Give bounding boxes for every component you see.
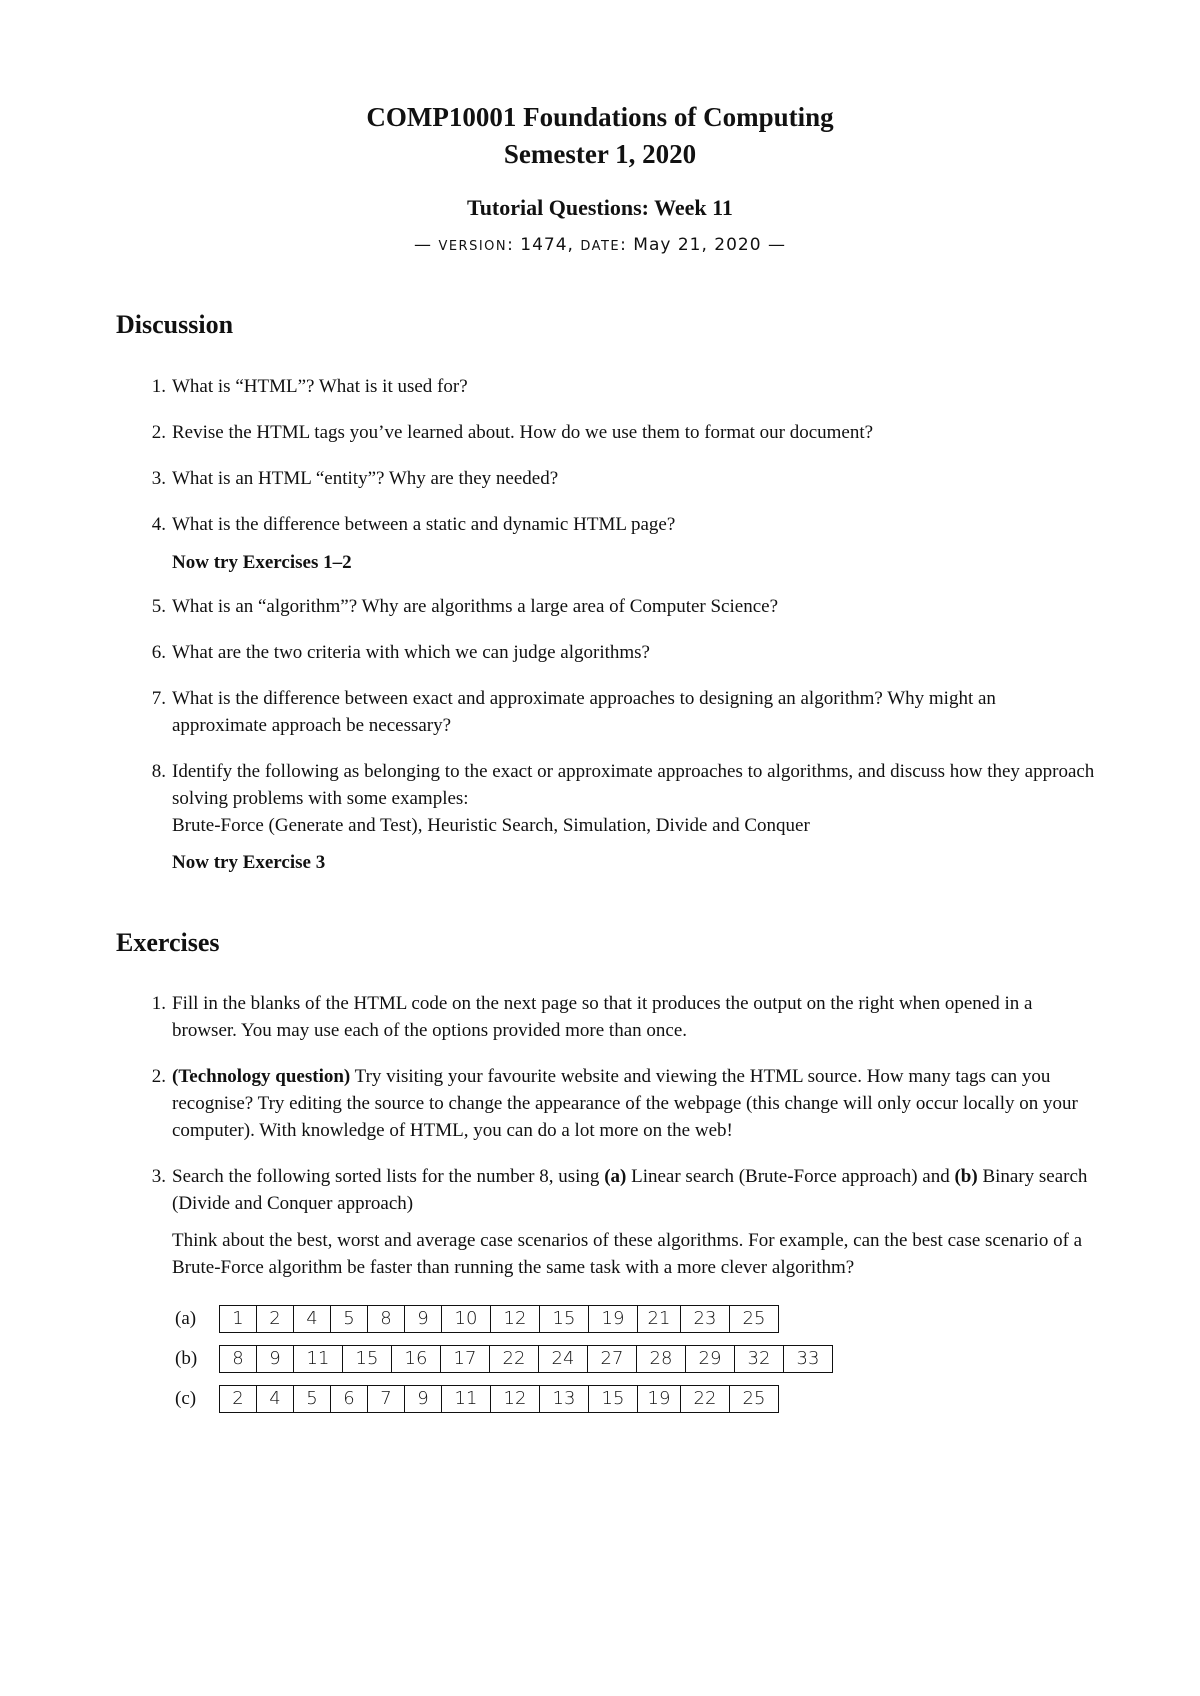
discussion-item-6: 6. What are the two criteria with which we can judge algorithms?: [151, 642, 650, 663]
list-cell: 28: [637, 1345, 686, 1373]
list-cell: 12: [491, 1385, 540, 1413]
list-row-a: [175, 1305, 779, 1333]
list-cell: 25: [730, 1385, 779, 1413]
discussion-item-4: 4. What is the difference between a static and dynamic HTML page?: [151, 514, 676, 535]
note-exercises-1-2: Now try Exercises 1–2: [172, 552, 352, 573]
list-row-c: [175, 1385, 779, 1413]
list-cell: 12: [491, 1305, 540, 1333]
list-cell: 11: [442, 1385, 491, 1413]
list-cell: 22: [490, 1345, 539, 1373]
discussion-item-1: 1. What is “HTML”? What is it used for?: [151, 376, 468, 397]
list-cell: 6: [331, 1385, 368, 1413]
list-cell: 15: [343, 1345, 392, 1373]
exercises-heading: Exercises: [116, 928, 220, 957]
discussion-item-3: 3. What is an HTML “entity”? Why are they needed?: [151, 468, 559, 489]
exercise-3-paragraph: Think about the best, worst and average case scenarios of these algorithms. For example, can the best case scenario of a Brute-Force algorithm be faster than running the same task with a more clever algorithm?: [172, 1230, 1083, 1278]
list-cell: 16: [392, 1345, 441, 1373]
list-cells-c: [219, 1385, 779, 1413]
list-cell: 8: [368, 1305, 405, 1333]
list-cell: 19: [638, 1385, 681, 1413]
list-label-c: (c): [175, 1388, 197, 1409]
list-cell: 9: [405, 1385, 442, 1413]
list-cell: 27: [588, 1345, 637, 1373]
list-row-b: [175, 1345, 833, 1373]
list-cell: 5: [331, 1305, 368, 1333]
list-cell: 13: [540, 1385, 589, 1413]
list-cell: 23: [681, 1305, 730, 1333]
list-cell: 11: [294, 1345, 343, 1373]
list-label-b: (b): [175, 1348, 198, 1369]
list-cell: 25: [730, 1305, 779, 1333]
list-cell: 9: [257, 1345, 294, 1373]
exercise-item-2: 2. (Technology question) Try visiting your favourite website and viewing the HTML source. How many tags can you recognise? Try editing the source to change the appearance of the webpage (this change will only occur locally on your computer). With knowledge of HTML, you can do a lot more on the web!: [151, 1066, 1078, 1141]
list-cell: 19: [589, 1305, 638, 1333]
list-cell: 4: [257, 1385, 294, 1413]
exercise-item-1: 1. Fill in the blanks of the HTML code on the next page so that it produces the output on the right when opened in a browser. You may use each of the options provided more than once.: [151, 993, 1033, 1041]
note-exercise-3: Now try Exercise 3: [172, 852, 326, 873]
version-line: — VERSION: 1474, DATE: May 21, 2020 —: [414, 235, 786, 255]
list-cell: 17: [441, 1345, 490, 1373]
list-cell: 29: [686, 1345, 735, 1373]
tutorial-title: Tutorial Questions: Week 11: [467, 195, 733, 220]
list-cell: 9: [405, 1305, 442, 1333]
list-cell: 5: [294, 1385, 331, 1413]
list-cell: 21: [638, 1305, 681, 1333]
discussion-item-7: 7. What is the difference between exact and approximate approaches to designing an algorithm? Why might an approximate approach be necessary?: [151, 688, 996, 736]
discussion-heading: Discussion: [116, 310, 234, 339]
list-cells-a: [219, 1305, 779, 1333]
list-label-a: (a): [175, 1308, 197, 1329]
discussion-item-5: 5. What is an “algorithm”? Why are algorithms a large area of Computer Science?: [151, 596, 778, 617]
list-cell: 22: [681, 1385, 730, 1413]
list-cell: 7: [368, 1385, 405, 1413]
course-title: COMP10001 Foundations of Computing: [366, 102, 834, 132]
list-cell: 2: [219, 1385, 257, 1413]
discussion-item-8: 8. Identify the following as belonging to the exact or approximate approaches to algorithms, and discuss how they approach solving problems with some examples: Brute-Force (Generate and Test), Heuristic Search, Simulation, Divide and Conquer: [151, 761, 1095, 836]
list-cell: 1: [219, 1305, 257, 1333]
list-cell: 32: [735, 1345, 784, 1373]
list-cell: 10: [442, 1305, 491, 1333]
discussion-item-2: 2. Revise the HTML tags you’ve learned about. How do we use them to format our document?: [151, 422, 874, 443]
list-cell: 2: [257, 1305, 294, 1333]
list-cell: 33: [784, 1345, 833, 1373]
list-cell: 15: [589, 1385, 638, 1413]
exercise-item-3: 3. Search the following sorted lists for the number 8, using (a) Linear search (Brute-Force approach) and (b) Binary search (Divide and Conquer approach): [151, 1166, 1088, 1214]
list-cell: 4: [294, 1305, 331, 1333]
list-cell: 24: [539, 1345, 588, 1373]
list-cell: 8: [219, 1345, 257, 1373]
list-cells-b: [219, 1345, 833, 1373]
semester-title: Semester 1, 2020: [503, 139, 697, 169]
list-cell: 15: [540, 1305, 589, 1333]
